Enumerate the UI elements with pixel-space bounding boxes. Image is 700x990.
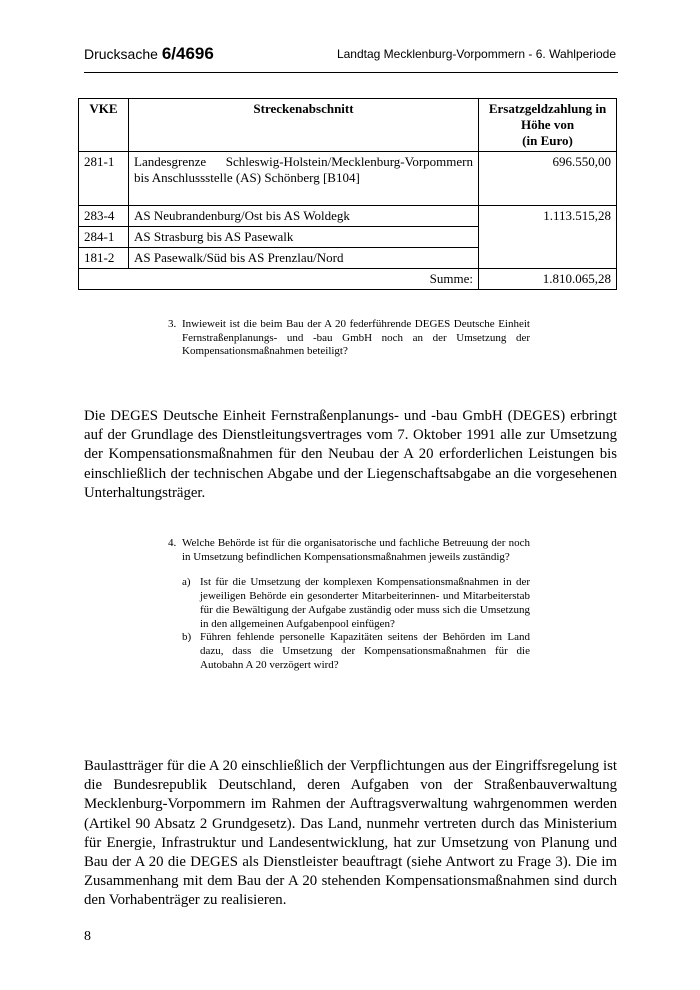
question-4-text: Welche Behörde ist für die organisatorische und fachliche Betreuung der noch in Umsetzung befindlichen Kompensationsmaßnahmen jeweils zuständig? xyxy=(182,537,530,563)
table-row xyxy=(79,152,617,206)
header-divider xyxy=(84,72,618,73)
question-4a-label: a) xyxy=(182,576,191,589)
header-vke: VKE xyxy=(79,99,129,152)
page-number: 8 xyxy=(84,929,91,944)
question-3 xyxy=(168,318,530,359)
question-4b-label: b) xyxy=(182,631,192,644)
question-4b-text: Führen fehlende personelle Kapazitäten seitens der Behörden im Land dazu, dass die Umsetzung der Kompensationsmaßnahmen für die Autobahn A 20 verzögert wird? xyxy=(200,631,530,671)
header-amount-line2: Höhe von xyxy=(520,117,575,132)
sum-row xyxy=(79,269,617,290)
header-amount-line3: (in Euro) xyxy=(522,133,573,148)
cell-vke: 281-1 xyxy=(79,152,129,206)
document-prefix: Drucksache xyxy=(84,46,162,62)
header-section: Streckenabschnitt xyxy=(129,99,479,152)
cell-amount: 696.550,00 xyxy=(479,152,617,206)
question-4b xyxy=(182,631,530,672)
cell-section: Landesgrenze Schleswig-Holstein/Mecklenburg-Vorpommern bis Anschlussstelle (AS) Schönberg [B104] xyxy=(129,152,479,206)
cell-section: AS Pasewalk/Süd bis AS Prenzlau/Nord xyxy=(129,248,479,269)
question-4a xyxy=(182,576,530,631)
cell-section: AS Neubrandenburg/Ost bis AS Woldegk xyxy=(129,206,479,227)
question-4 xyxy=(168,537,530,672)
table-header-row xyxy=(79,99,617,152)
cell-section: AS Strasburg bis AS Pasewalk xyxy=(129,227,479,248)
compensation-table xyxy=(78,98,617,290)
cell-vke: 283-4 xyxy=(79,206,129,227)
question-4a-text: Ist für die Umsetzung der komplexen Kompensationsmaßnahmen in der jeweiligen Behörde ein gesonderter Mitarbeiterinnen- und Mitarbeiterstab für die Bewältigung der Aufgabe zuständig oder muss sich die Umsetzung in den allgemeinen Aufgabenpool einfügen? xyxy=(200,576,530,630)
question-4-number: 4. xyxy=(168,537,177,549)
sum-label: Summe: xyxy=(79,269,479,290)
cell-vke: 284-1 xyxy=(79,227,129,248)
document-number-value: 6/4696 xyxy=(161,44,214,63)
header-amount-line1: Ersatzgeldzahlung in xyxy=(488,101,607,116)
answer-3: Die DEGES Deutsche Einheit Fernstraßenplanungs- und -bau GmbH (DEGES) erbringt auf der Grundlage des Dienstleitungsvertrages vom 7. Oktober 1991 alle zur Umsetzung der Kompensationsmaßnahmen für den Neubau der A 20 erforderlichen Leistungen bis einschließlich der technischen Abgabe und der Liegenschaftsabgabe an die vorgesehenen Unterhaltungsträger. xyxy=(84,408,617,501)
answer-4: Baulastträger für die A 20 einschließlich der Verpflichtungen aus der Eingriffsregelung ist die Bundesrepublik Deutschland, deren Aufgaben von der Straßenbauverwaltung Mecklenburg-Vorpommern im Rahmen der Auftragsverwaltung wahrgenommen werden (Artikel 90 Absatz 2 Grundgesetz). Das Land, nunmehr vertreten durch das Ministerium für Energie, Infrastruktur und Landesentwicklung, hat zur Umsetzung von Planung und Bau der A 20 die DEGES als Dienstleister beauftragt (siehe Antwort zu Frage 3). Die im Zusammenhang mit dem Bau der A 20 stehenden Kompensationsmaßnahmen sind durch den Vorhabenträger zu realisieren. xyxy=(84,758,617,909)
cell-vke: 181-2 xyxy=(79,248,129,269)
sum-value: 1.810.065,28 xyxy=(479,269,617,290)
question-3-text: Inwieweit ist die beim Bau der A 20 federführende DEGES Deutsche Einheit Fernstraßenplanungs- und -bau GmbH noch an der Umsetzung der Kompensationsmaßnahmen beteiligt? xyxy=(182,318,530,358)
parliament-header: Landtag Mecklenburg-Vorpommern - 6. Wahlperiode xyxy=(336,47,616,61)
table-row xyxy=(79,206,617,227)
question-3-number: 3. xyxy=(168,318,177,330)
header-amount xyxy=(479,99,617,152)
document-number xyxy=(84,44,214,64)
cell-amount-merged: 1.113.515,28 xyxy=(479,206,617,269)
